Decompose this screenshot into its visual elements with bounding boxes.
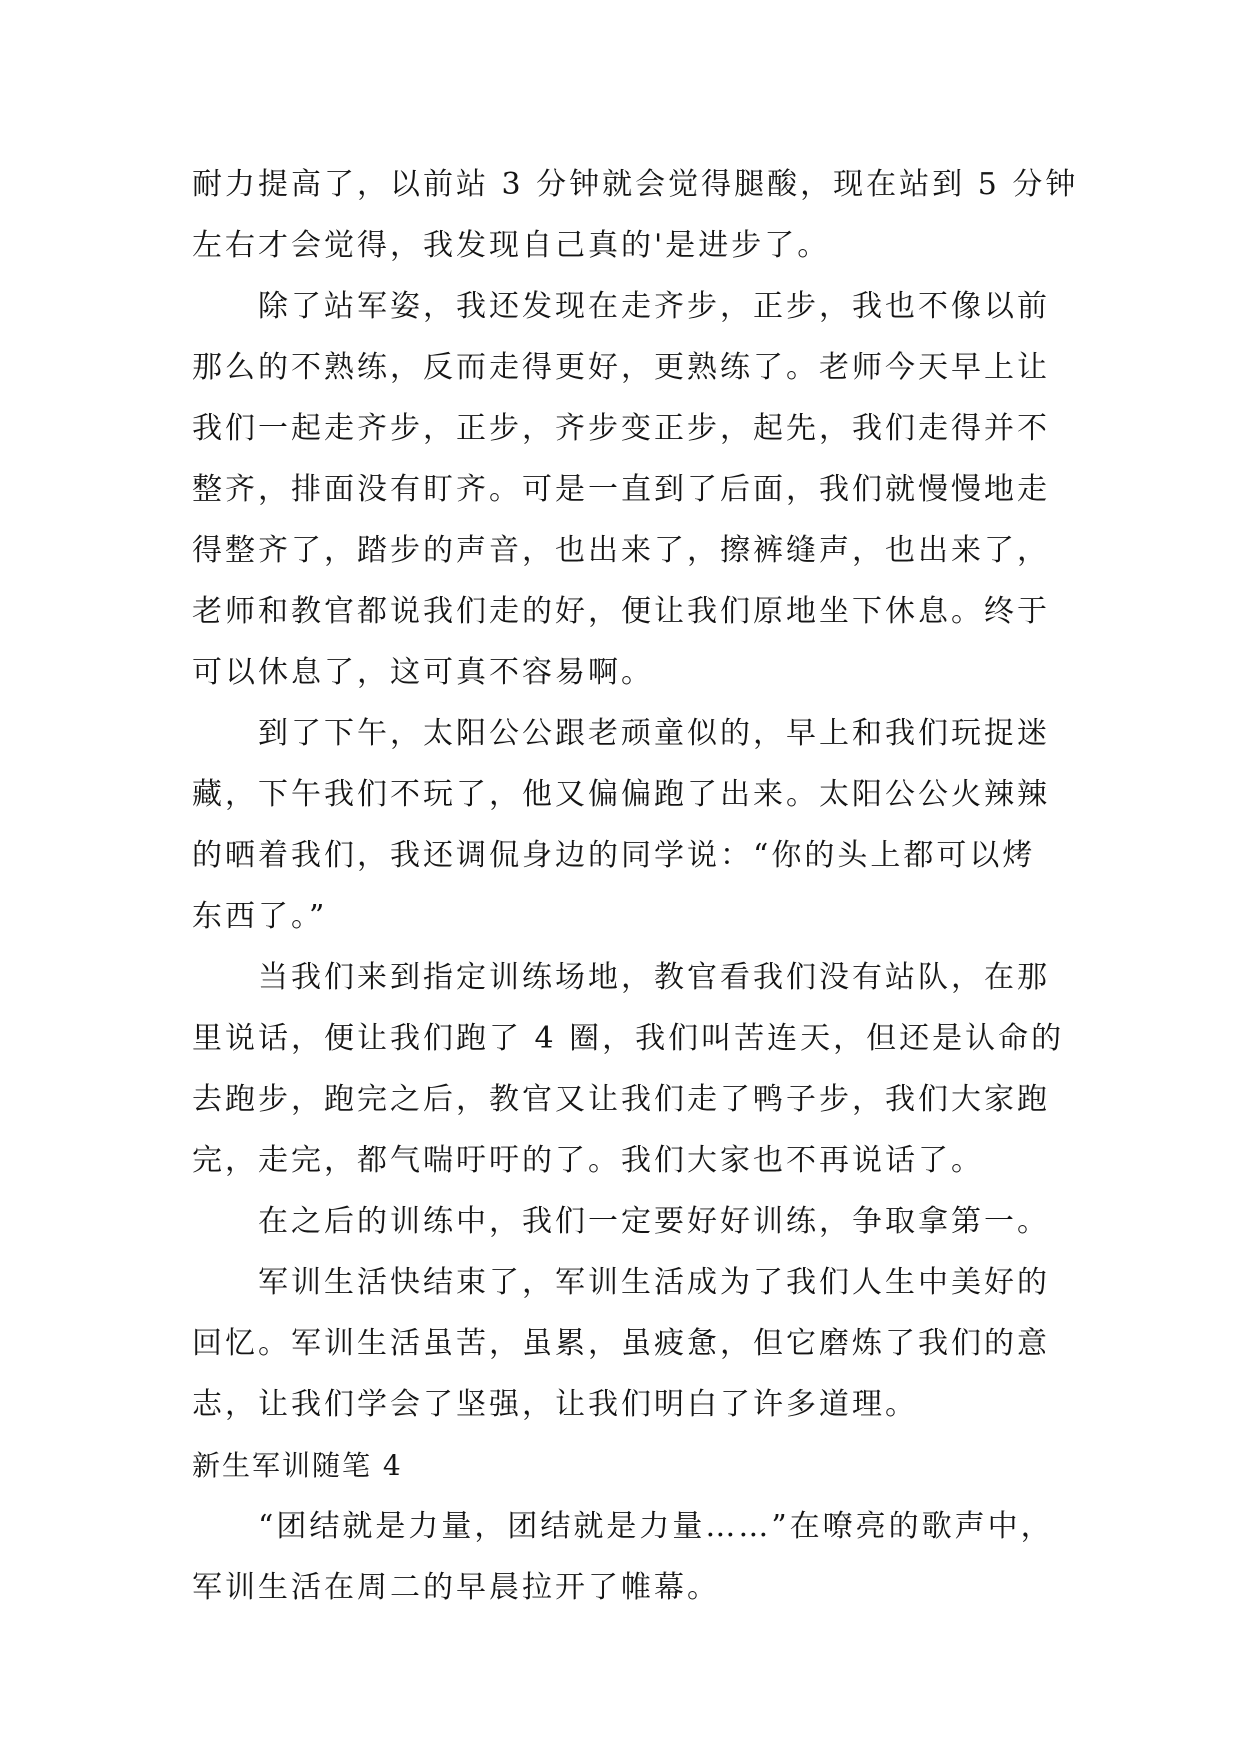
text-line: 耐力提高了，以前站 3 分钟就会觉得腿酸，现在站到 5 分钟 xyxy=(192,167,1079,202)
text-line: 可以休息了，这可真不容易啊。 xyxy=(192,655,654,690)
text-line: 里说话，便让我们跑了 4 圈，我们叫苦连天，但还是认命的 xyxy=(192,1021,1065,1056)
text-line: 我们一起走齐步，正步，齐步变正步，起先，我们走得并不 xyxy=(192,411,1050,446)
paragraph xyxy=(192,1191,1072,1252)
paragraph xyxy=(192,276,1072,703)
text-line: 去跑步，跑完之后，教官又让我们走了鸭子步，我们大家跑 xyxy=(192,1082,1050,1117)
text-line: 左右才会觉得，我发现自己真的'是进步了。 xyxy=(192,228,831,263)
text-line: “团结就是力量，团结就是力量……”在嘹亮的歌声中， xyxy=(258,1509,1054,1544)
paragraph xyxy=(192,154,1079,276)
text-line: 除了站军姿，我还发现在走齐步，正步，我也不像以前 xyxy=(258,289,1050,324)
text-line: 在之后的训练中，我们一定要好好训练，争取拿第一。 xyxy=(258,1204,1050,1239)
text-line: 藏，下午我们不玩了，他又偏偏跑了出来。太阳公公火辣辣 xyxy=(192,777,1050,812)
document-body xyxy=(192,154,1079,1618)
text-line: 的晒着我们，我还调侃身边的同学说：“你的头上都可以烤 xyxy=(192,838,1036,873)
text-line: 军训生活快结束了，军训生活成为了我们人生中美好的 xyxy=(258,1265,1050,1300)
text-line: 当我们来到指定训练场地，教官看我们没有站队，在那 xyxy=(258,960,1050,995)
text-line: 老师和教官都说我们走的好，便让我们原地坐下休息。终于 xyxy=(192,594,1050,629)
text-line: 回忆。军训生活虽苦，虽累，虽疲惫，但它磨炼了我们的意 xyxy=(192,1326,1050,1361)
text-line: 那么的不熟练，反而走得更好，更熟练了。老师今天早上让 xyxy=(192,350,1050,385)
text-line: 到了下午，太阳公公跟老顽童似的，早上和我们玩捉迷 xyxy=(258,716,1050,751)
text-line: 东西了。” xyxy=(192,899,328,934)
paragraph xyxy=(192,1252,1072,1435)
paragraph xyxy=(192,1496,1072,1618)
section-title: 新生军训随笔 4 xyxy=(192,1449,403,1482)
text-line: 整齐，排面没有盯齐。可是一直到了后面，我们就慢慢地走 xyxy=(192,472,1050,507)
text-line: 志，让我们学会了坚强，让我们明白了许多道理。 xyxy=(192,1387,918,1422)
paragraph xyxy=(192,703,1072,947)
text-line: 军训生活在周二的早晨拉开了帷幕。 xyxy=(192,1570,720,1605)
text-line: 得整齐了，踏步的声音，也出来了，擦裤缝声，也出来了， xyxy=(192,533,1050,568)
text-line: 完，走完，都气喘吁吁的了。我们大家也不再说话了。 xyxy=(192,1143,984,1178)
paragraph xyxy=(192,947,1072,1191)
